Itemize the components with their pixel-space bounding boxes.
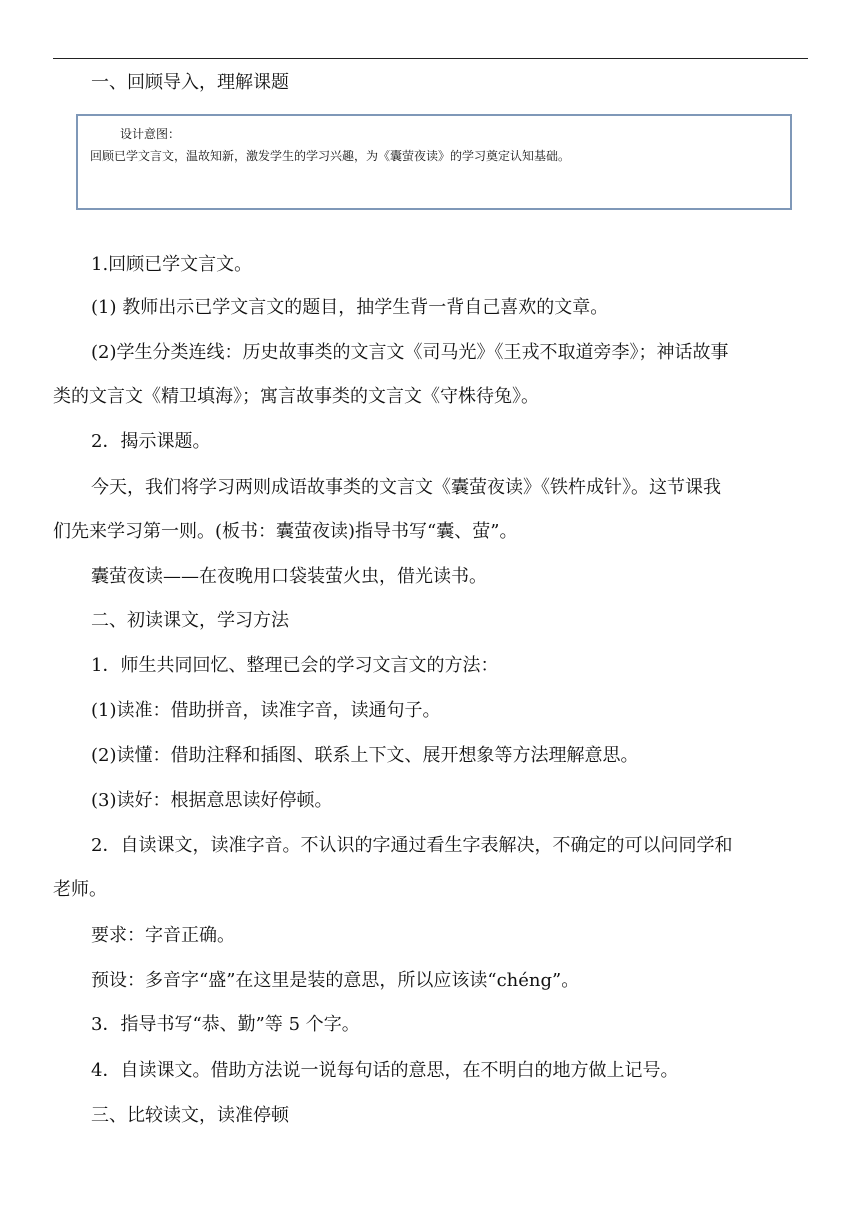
paragraph: (2)学生分类连线：历史故事类的文言文《司马光》《王戎不取道旁李》；神话故事 [91, 342, 729, 363]
paragraph-continuation: 们先来学习第一则。(板书：囊萤夜读)指导书写“囊、萤”。 [53, 521, 518, 542]
paragraph: 2．揭示课题。 [91, 431, 211, 452]
header-rule [53, 58, 808, 59]
section-heading-3: 三、比较读文，读准停顿 [91, 1105, 289, 1126]
paragraph: 2．自读课文，读准字音。不认识的字通过看生字表解决，不确定的可以问同学和 [91, 835, 733, 856]
paragraph: 4．自读课文。借助方法说一说每句话的意思，在不明白的地方做上记号。 [91, 1060, 679, 1081]
paragraph: 1.回顾已学文言文。 [91, 254, 253, 275]
design-intent-box [76, 114, 792, 210]
design-intent-title: 设计意图： [120, 127, 181, 141]
section-heading-2: 二、初读课文，学习方法 [91, 610, 289, 631]
design-intent-text: 回顾已学文言文，温故知新，激发学生的学习兴趣，为《囊萤夜读》的学习奠定认知基础。 [90, 149, 571, 163]
paragraph: 预设：多音字“盛”在这里是装的意思，所以应该读“chéng”。 [91, 970, 580, 991]
paragraph-continuation: 类的文言文《精卫填海》；寓言故事类的文言文《守株待兔》。 [53, 386, 539, 407]
paragraph: (1)读准：借助拼音，读准字音，读通句子。 [91, 700, 441, 721]
paragraph: (3)读好：根据意思读好停顿。 [91, 790, 333, 811]
paragraph: 囊萤夜读——在夜晚用口袋装萤火虫，借光读书。 [91, 566, 487, 587]
paragraph: (1) 教师出示已学文言文的题目，抽学生背一背自己喜欢的文章。 [91, 297, 609, 318]
paragraph: 今天，我们将学习两则成语故事类的文言文《囊萤夜读》《铁杵成针》。这节课我 [91, 477, 721, 498]
section-heading-1: 一、回顾导入，理解课题 [91, 72, 289, 93]
paragraph: (2)读懂：借助注释和插图、联系上下文、展开想象等方法理解意思。 [91, 745, 639, 766]
paragraph: 要求：字音正确。 [91, 925, 235, 946]
paragraph: 3．指导书写“恭、勤”等 5 个字。 [91, 1014, 360, 1035]
paragraph-continuation: 老师。 [53, 879, 107, 900]
paragraph: 1．师生共同回忆、整理已会的学习文言文的方法： [91, 655, 499, 676]
